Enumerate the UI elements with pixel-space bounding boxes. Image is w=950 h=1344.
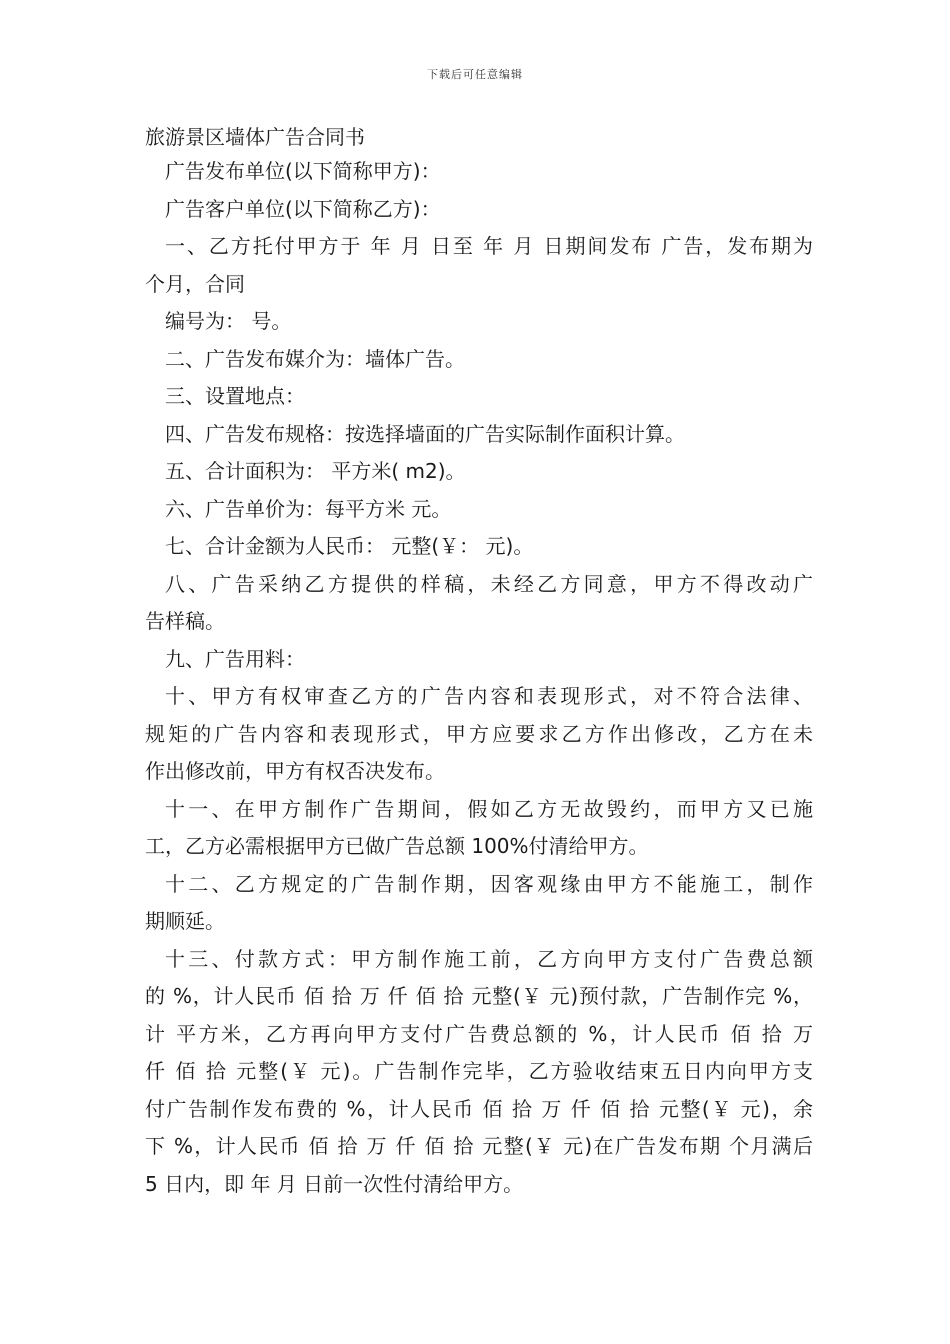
paragraph-line: 九、广告用料： — [165, 646, 305, 671]
paragraph-line: 十三、付款方式：甲方制作施工前，乙方向甲方支付广告费总额 — [165, 946, 813, 971]
paragraph-line: 个月，合同 — [145, 271, 245, 296]
paragraph-line: 十、甲方有权审查乙方的广告内容和表现形式，对不符合法律、 — [165, 684, 813, 708]
paragraph-line: 六、广告单价为：每平方米 元。 — [165, 496, 452, 521]
paragraph-line: 编号为： 号。 — [165, 309, 292, 333]
paragraph-line: 二、广告发布媒介为：墙体广告。 — [165, 346, 465, 371]
paragraph-line: 八、广告采纳乙方提供的样稿，未经乙方同意，甲方不得改动广 — [165, 571, 813, 596]
paragraph-line: 期顺延。 — [145, 909, 225, 933]
page-header: 下载后可任意编辑 — [427, 68, 523, 81]
document-body — [145, 122, 813, 1203]
paragraph-line: 四、广告发布规格：按选择墙面的广告实际制作面积计算。 — [165, 421, 685, 446]
paragraph-line: 付广告制作发布费的 %，计人民币 佰 拾 万 仟 佰 拾 元整(￥ 元)，余 — [145, 1096, 813, 1121]
paragraph-line: 五、合计面积为： 平方米( m2)。 — [165, 459, 466, 483]
paragraph-line: 十一、在甲方制作广告期间，假如乙方无故毁约，而甲方又已施 — [165, 796, 813, 821]
paragraph-line: 广告发布单位(以下简称甲方)： — [165, 159, 441, 183]
paragraph-line: 三、设置地点： — [165, 384, 305, 408]
paragraph-line: 规矩的广告内容和表现形式，甲方应要求乙方作出修改，乙方在未 — [145, 721, 813, 746]
paragraph-line: 的 %，计人民币 佰 拾 万 仟 佰 拾 元整(￥ 元)预付款，广告制作完 %， — [145, 984, 813, 1008]
paragraph-line: 十二、乙方规定的广告制作期，因客观缘由甲方不能施工，制作 — [165, 871, 813, 896]
paragraph-line: 下 %，计人民币 佰 拾 万 仟 佰 拾 元整(￥ 元)在广告发布期 个月满后 — [145, 1134, 813, 1158]
paragraph-line: 仟 佰 拾 元整(￥ 元)。广告制作完毕，乙方验收结束五日内向甲方支 — [145, 1059, 813, 1083]
document-title: 旅游景区墙体广告合同书 — [145, 125, 365, 149]
paragraph-line: 告样稿。 — [145, 609, 225, 633]
paragraph-line: 广告客户单位(以下简称乙方)： — [165, 196, 441, 221]
paragraph-line: 计 平方米，乙方再向甲方支付广告费总额的 %，计人民币 佰 拾 万 — [145, 1021, 813, 1046]
paragraph-line: 一、乙方托付甲方于 年 月 日至 年 月 日期间发布 广告，发布期为 — [165, 234, 813, 258]
paragraph-line: 工，乙方必需根据甲方已做广告总额 100%付清给甲方。 — [145, 834, 649, 858]
paragraph-line: 七、合计金额为人民币： 元整(￥： 元)。 — [165, 534, 534, 558]
paragraph-line: 5 日内，即 年 月 日前一次性付清给甲方。 — [145, 1171, 524, 1196]
paragraph-line: 作出修改前，甲方有权否决发布。 — [145, 759, 445, 783]
